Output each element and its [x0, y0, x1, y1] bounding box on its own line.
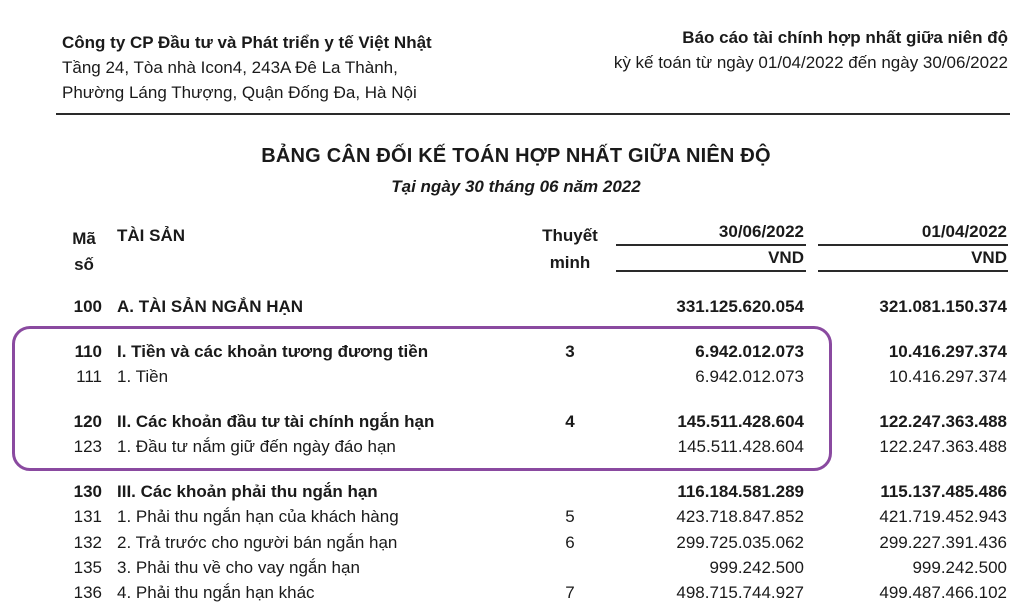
- row-note: 3: [565, 342, 575, 361]
- row-prior-value: 999.242.500: [912, 558, 1007, 577]
- row-prior-value: 499.487.466.102: [879, 583, 1007, 602]
- row-name: II. Các khoản đầu tư tài chính ngắn hạn: [117, 412, 435, 431]
- row-prior-value: 10.416.297.374: [888, 367, 1007, 386]
- row-current-value: 6.942.012.073: [695, 367, 804, 386]
- col-header-code: [66, 226, 102, 278]
- row-prior-value: 10.416.297.374: [888, 342, 1007, 361]
- col-header-code-line2: số: [74, 255, 94, 274]
- row-name: 3. Phải thu về cho vay ngắn hạn: [117, 558, 360, 577]
- row-current-value: 498.715.744.927: [676, 583, 804, 602]
- table-row: [0, 507, 1032, 531]
- row-note: 4: [565, 412, 575, 431]
- col-header-name: TÀI SẢN: [117, 226, 185, 245]
- col-header-prior-underline: [818, 244, 1008, 246]
- report-period: kỳ kế toán từ ngày 01/04/2022 đến ngày 30/06/2022: [613, 53, 1008, 72]
- col-header-code-line1: Mã: [72, 229, 96, 248]
- row-name: III. Các khoản phải thu ngắn hạn: [117, 482, 378, 501]
- row-note: 6: [565, 533, 575, 552]
- company-header: [62, 30, 432, 105]
- row-prior-value: 122.247.363.488: [879, 412, 1007, 431]
- header-divider: [56, 113, 1010, 115]
- row-current-value: 999.242.500: [709, 558, 804, 577]
- row-name: 2. Trả trước cho người bán ngắn hạn: [117, 533, 398, 552]
- company-address-line2: Phường Láng Thượng, Quận Đống Đa, Hà Nội: [62, 83, 417, 102]
- row-current-value: 423.718.847.852: [676, 507, 804, 526]
- row-prior-value: 122.247.363.488: [879, 437, 1007, 456]
- table-row: [0, 558, 1032, 582]
- row-code: 130: [73, 482, 102, 501]
- highlight-box: [12, 326, 832, 471]
- col-header-current-unit: VND: [768, 248, 804, 267]
- col-header-current-date: 30/06/2022: [718, 222, 804, 241]
- company-address-line1: Tầng 24, Tòa nhà Icon4, 243A Đê La Thành,: [62, 58, 398, 77]
- table-row: [0, 482, 1032, 506]
- col-header-prior-date: 01/04/2022: [921, 222, 1007, 241]
- row-code: 111: [76, 367, 102, 386]
- col-header-note-line1: Thuyết: [542, 226, 598, 245]
- row-prior-value: 115.137.485.486: [880, 482, 1007, 501]
- row-prior-value: 321.081.150.374: [879, 297, 1007, 316]
- row-current-value: 299.725.035.062: [676, 533, 804, 552]
- row-code: 131: [73, 507, 102, 526]
- row-code: 135: [73, 558, 102, 577]
- row-prior-value: 299.227.391.436: [879, 533, 1007, 552]
- col-header-note-line2: minh: [549, 253, 591, 272]
- row-code: 132: [73, 533, 102, 552]
- row-code: 110: [74, 342, 102, 361]
- row-current-value: 145.511.428.604: [677, 437, 804, 456]
- company-name: Công ty CP Đầu tư và Phát triển y tế Việt Nhật: [62, 33, 432, 52]
- row-prior-value: 421.719.452.943: [879, 507, 1007, 526]
- report-header: [614, 25, 1008, 75]
- row-code: 123: [73, 437, 102, 456]
- report-title: Báo cáo tài chính hợp nhất giữa niên độ: [682, 28, 1008, 47]
- row-code: 100: [73, 297, 102, 316]
- row-name: I. Tiền và các khoản tương đương tiền: [117, 342, 429, 361]
- row-note: 7: [565, 583, 575, 602]
- row-name: 1. Phải thu ngắn hạn của khách hàng: [117, 507, 399, 526]
- col-header-note: [530, 222, 610, 276]
- row-code: 120: [73, 412, 102, 431]
- row-name: 1. Tiền: [117, 367, 169, 386]
- col-header-prior-unit: VND: [971, 248, 1007, 267]
- table-row: [0, 297, 1032, 321]
- row-note: 5: [565, 507, 575, 526]
- document-subtitle: Tại ngày 30 tháng 06 năm 2022: [391, 177, 641, 196]
- document-title: BẢNG CÂN ĐỐI KẾ TOÁN HỢP NHẤT GIỮA NIÊN ĐỘ: [261, 145, 771, 167]
- row-name: A. TÀI SẢN NGẮN HẠN: [117, 297, 304, 316]
- col-header-current-underline-2: [616, 270, 806, 272]
- col-header-prior-underline-2: [818, 270, 1008, 272]
- table-row: [0, 583, 1032, 607]
- row-current-value: 116.184.581.289: [677, 482, 804, 501]
- table-row: [0, 533, 1032, 557]
- row-current-value: 331.125.620.054: [676, 297, 804, 316]
- row-code: 136: [73, 583, 102, 602]
- row-current-value: 145.511.428.604: [677, 412, 804, 431]
- row-name: 4. Phải thu ngắn hạn khác: [117, 583, 315, 602]
- col-header-current-underline: [616, 244, 806, 246]
- row-name: 1. Đầu tư nắm giữ đến ngày đáo hạn: [117, 437, 396, 456]
- row-current-value: 6.942.012.073: [695, 342, 804, 361]
